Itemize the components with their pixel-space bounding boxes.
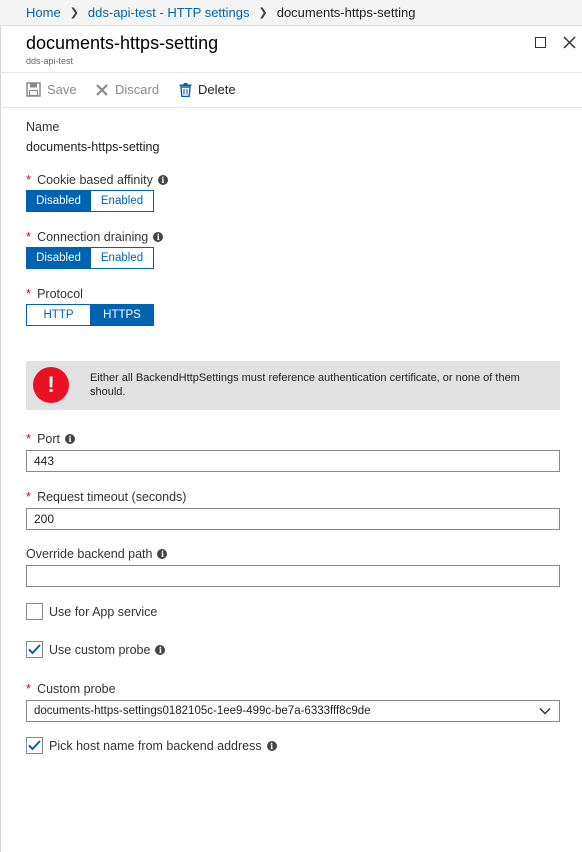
- discard-button[interactable]: [95, 82, 159, 97]
- error-alert: [26, 361, 560, 410]
- custom-probe-label-text: Custom probe: [37, 681, 116, 696]
- maximize-icon: [535, 37, 546, 48]
- request-timeout-label: [26, 489, 186, 504]
- delete-label: Delete: [198, 82, 236, 97]
- close-button[interactable]: [561, 34, 577, 50]
- use-custom-probe-label: [49, 643, 165, 657]
- port-input[interactable]: [26, 450, 560, 472]
- required-asterisk: *: [26, 229, 32, 244]
- connection-draining-disabled[interactable]: Disabled: [27, 248, 90, 268]
- breadcrumb: [26, 5, 415, 20]
- required-asterisk: *: [26, 681, 32, 696]
- custom-probe-select[interactable]: [26, 700, 560, 722]
- override-path-label-text: Override backend path: [26, 547, 153, 561]
- alert-message: Either all BackendHttpSettings must reference authentication certificate, or none of them should.: [90, 372, 520, 398]
- page-title: documents-https-setting: [26, 33, 219, 53]
- checkmark-icon: [28, 644, 41, 655]
- info-icon[interactable]: i: [157, 549, 167, 559]
- protocol-label-text: Protocol: [37, 286, 83, 301]
- required-asterisk: *: [26, 172, 32, 187]
- request-timeout-input[interactable]: [26, 508, 560, 530]
- save-icon: [26, 82, 41, 97]
- info-icon[interactable]: i: [65, 434, 75, 444]
- save-button[interactable]: [26, 82, 77, 97]
- use-custom-probe-checkbox[interactable]: [26, 641, 43, 658]
- pick-host-name-checkbox[interactable]: [26, 737, 43, 754]
- chevron-down-icon: [539, 706, 551, 716]
- protocol-http[interactable]: HTTP: [27, 305, 90, 325]
- custom-probe-label: [26, 681, 116, 696]
- error-icon: !: [33, 367, 69, 403]
- cookie-affinity-label-text: Cookie based affinity: [37, 172, 153, 187]
- info-icon[interactable]: i: [158, 175, 168, 185]
- name-label-text: Name: [26, 120, 60, 134]
- delete-button[interactable]: [179, 82, 236, 97]
- chevron-right-icon: ❯: [258, 7, 268, 19]
- pick-host-name-label-text: Pick host name from backend address: [49, 739, 262, 753]
- use-app-service-checkbox[interactable]: [26, 603, 43, 620]
- name-label: [26, 120, 59, 134]
- cookie-affinity-disabled[interactable]: Disabled: [27, 191, 90, 211]
- required-asterisk: *: [26, 431, 32, 446]
- checkmark-icon: [28, 740, 41, 751]
- cookie-affinity-toggle: [26, 190, 154, 212]
- discard-label: Discard: [115, 82, 160, 97]
- page-subtitle: dds-api-test: [26, 56, 74, 66]
- required-asterisk: *: [26, 286, 32, 301]
- trash-icon: [179, 83, 192, 97]
- breadcrumb-http-settings[interactable]: dds-api-test - HTTP settings: [87, 5, 250, 20]
- breadcrumb-home[interactable]: Home: [26, 5, 61, 20]
- command-bar: [0, 72, 582, 108]
- breadcrumb-bar: [0, 0, 582, 26]
- maximize-button[interactable]: [532, 34, 548, 50]
- info-icon[interactable]: i: [153, 232, 163, 242]
- cookie-affinity-enabled[interactable]: Enabled: [90, 191, 153, 211]
- name-value: documents-https-setting: [26, 140, 160, 154]
- connection-draining-enabled[interactable]: Enabled: [90, 248, 153, 268]
- discard-x-icon: [95, 83, 109, 97]
- protocol-label: [26, 286, 83, 301]
- required-asterisk: *: [26, 489, 32, 504]
- port-label: [26, 431, 75, 446]
- panel-border: [0, 26, 1, 852]
- info-icon[interactable]: i: [267, 741, 277, 751]
- connection-draining-label-text: Connection draining: [37, 229, 149, 244]
- protocol-toggle: [26, 304, 154, 326]
- custom-probe-selected-value: documents-https-settings0182105c-1ee9-499c-be7a-6333fff8c9de: [34, 705, 371, 717]
- chevron-right-icon: ❯: [69, 7, 79, 19]
- override-path-input[interactable]: [26, 565, 560, 587]
- override-path-label: [26, 547, 167, 561]
- connection-draining-label: [26, 229, 163, 244]
- use-custom-probe-label-text: Use custom probe: [49, 643, 151, 657]
- request-timeout-label-text: Request timeout (seconds): [37, 489, 187, 504]
- cookie-affinity-label: [26, 172, 168, 187]
- save-label: Save: [47, 82, 77, 97]
- use-app-service-label: [49, 605, 157, 619]
- breadcrumb-current: documents-https-setting: [276, 5, 416, 20]
- port-label-text: Port: [37, 431, 60, 446]
- close-icon: [563, 36, 576, 49]
- protocol-https[interactable]: HTTPS: [90, 305, 153, 325]
- connection-draining-toggle: [26, 247, 154, 269]
- pick-host-name-label: [49, 739, 277, 753]
- use-app-service-label-text: Use for App service: [49, 605, 158, 619]
- info-icon[interactable]: i: [155, 645, 165, 655]
